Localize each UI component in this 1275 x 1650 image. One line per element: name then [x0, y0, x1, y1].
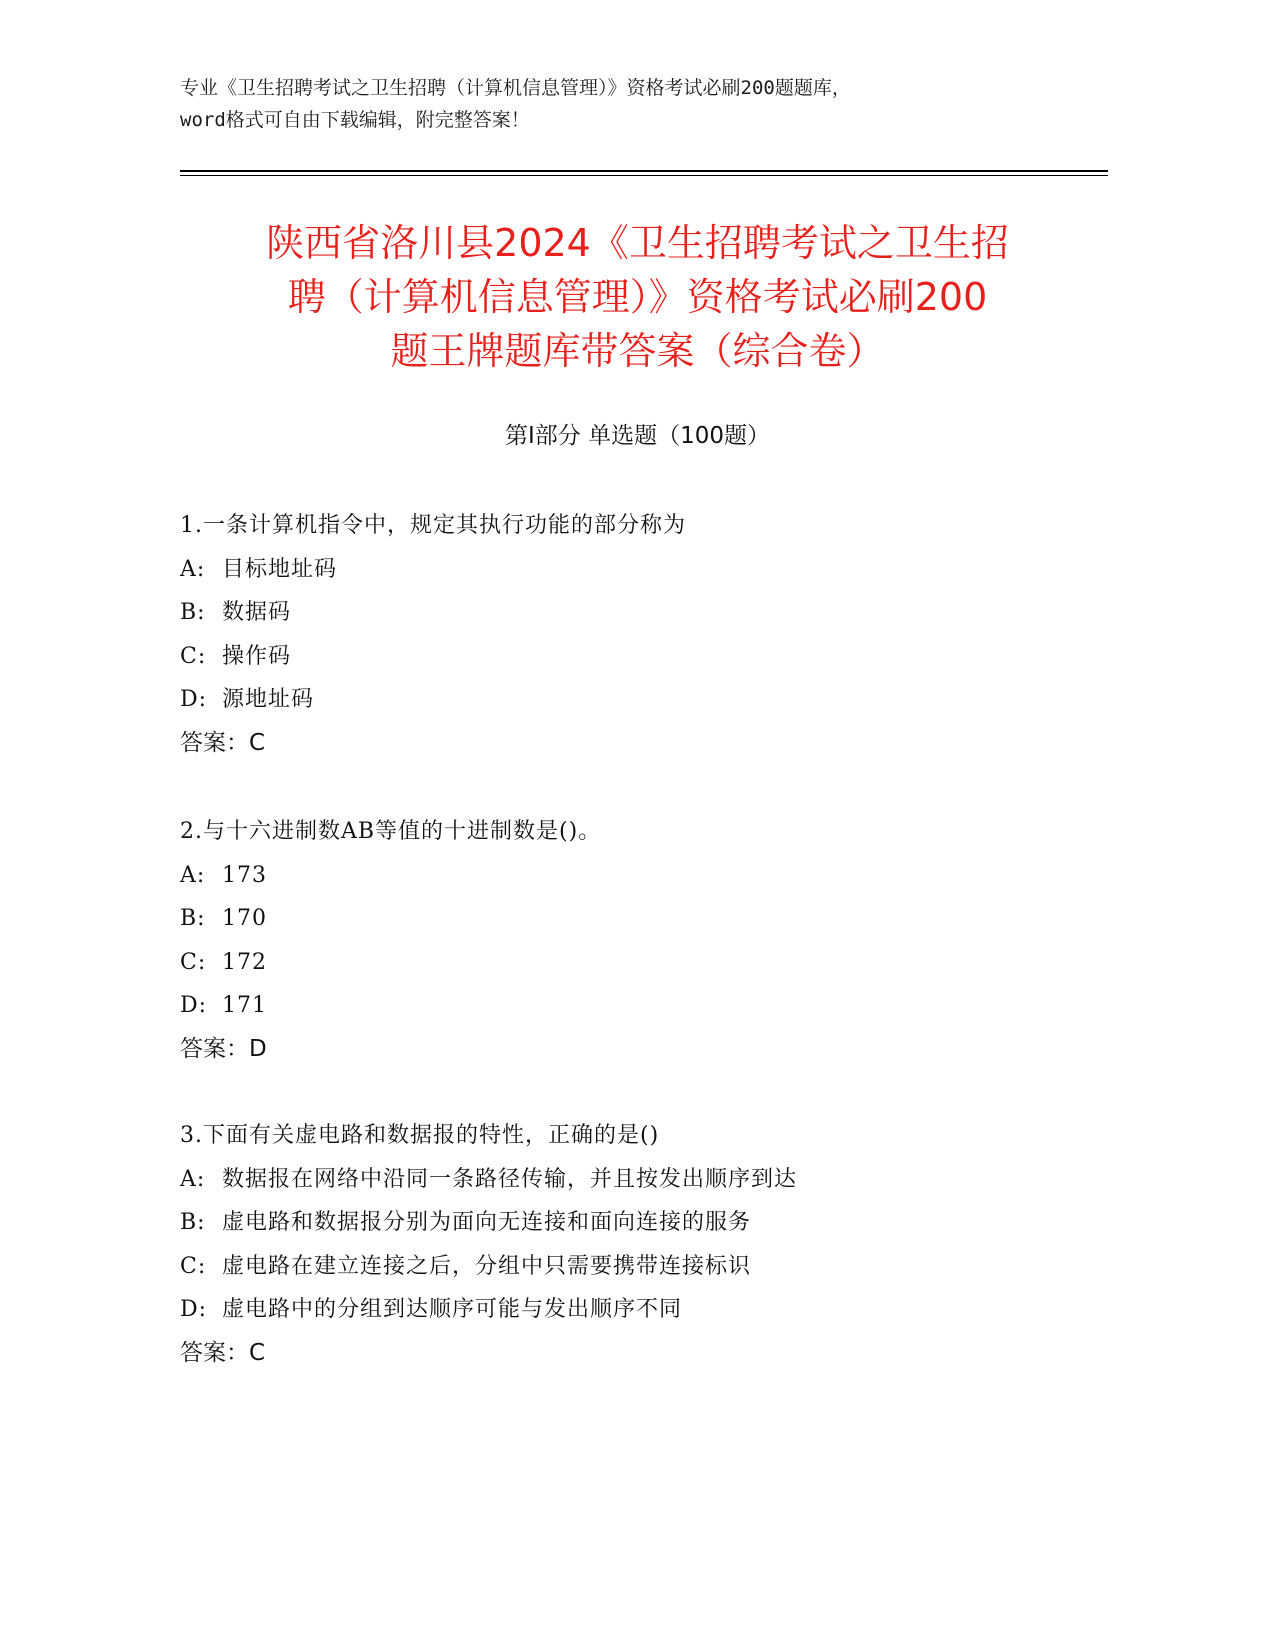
- document-title-line-3: 题王牌题库带答案（综合卷）: [390, 329, 885, 373]
- header-note-line-1: 专业《卫生招聘考试之卫生招聘（计算机信息管理）》资格考试必刷200题题库，: [180, 77, 851, 99]
- question-3-option-b: [180, 1201, 1130, 1245]
- option-letter: D:: [180, 1297, 208, 1322]
- option-letter: B:: [180, 600, 206, 625]
- header-rule-thin: [180, 175, 1108, 176]
- question-1-answer: 答案：C: [180, 729, 266, 756]
- header-note-line-2: word格式可自由下载编辑，附完整答案！: [180, 109, 530, 131]
- option-letter: C:: [180, 1253, 207, 1279]
- option-text: 虚电路在建立连接之后，分组中只需要携带连接标识: [222, 1253, 752, 1279]
- question-3: [180, 1114, 1130, 1375]
- option-text: 170: [222, 906, 267, 931]
- option-letter: A:: [180, 862, 206, 888]
- option-text: 源地址码: [222, 687, 315, 712]
- question-2-answer: 答案：D: [180, 1035, 267, 1062]
- question-2-option-b: [180, 897, 1130, 941]
- option-text: 173: [222, 862, 267, 888]
- question-2-option-d: [180, 984, 1130, 1028]
- option-letter: A:: [180, 1166, 206, 1192]
- option-text: 数据报在网络中沿同一条路径传输，并且按发出顺序到达: [222, 1166, 798, 1192]
- option-text: 目标地址码: [222, 556, 338, 582]
- option-text: 虚电路中的分组到达顺序可能与发出顺序不同: [222, 1297, 683, 1322]
- section-heading: 第Ⅰ部分 单选题（100题）: [505, 423, 770, 449]
- question-3-option-c: [180, 1245, 1130, 1289]
- option-text: 数据码: [222, 600, 292, 625]
- question-1-option-c: [180, 635, 1130, 679]
- header-note: [180, 72, 1100, 136]
- option-text: 虚电路和数据报分别为面向无连接和面向连接的服务: [222, 1210, 752, 1235]
- question-3-stem: 3.下面有关虚电路和数据报的特性，正确的是(): [180, 1123, 660, 1148]
- option-text: 171: [222, 993, 267, 1018]
- question-1-option-d: [180, 678, 1130, 722]
- question-2-option-a: [180, 854, 1130, 898]
- option-letter: C:: [180, 643, 207, 669]
- document-title-line-2: 聘（计算机信息管理）》资格考试必刷200: [287, 275, 988, 319]
- question-1-option-b: [180, 591, 1130, 635]
- option-text: 172: [222, 949, 267, 975]
- option-letter: A:: [180, 556, 206, 582]
- question-1: [180, 504, 1130, 765]
- question-1-stem: 1.一条计算机指令中，规定其执行功能的部分称为: [180, 513, 686, 538]
- document-title: [150, 216, 1125, 378]
- option-letter: D:: [180, 687, 208, 712]
- question-1-option-a: [180, 548, 1130, 592]
- question-2-option-c: [180, 941, 1130, 985]
- option-letter: D:: [180, 993, 208, 1018]
- option-letter: C:: [180, 949, 207, 975]
- option-letter: B:: [180, 1210, 206, 1235]
- header-rule-thick: [180, 170, 1108, 172]
- question-2: [180, 810, 1130, 1071]
- question-2-stem: 2.与十六进制数AB等值的十进制数是()。: [180, 819, 602, 844]
- question-3-option-d: [180, 1288, 1130, 1332]
- option-letter: B:: [180, 906, 206, 931]
- document-title-line-1: 陕西省洛川县2024《卫生招聘考试之卫生招: [266, 221, 1009, 265]
- question-3-option-a: [180, 1158, 1130, 1202]
- question-3-answer: 答案：C: [180, 1339, 266, 1366]
- option-text: 操作码: [222, 643, 292, 669]
